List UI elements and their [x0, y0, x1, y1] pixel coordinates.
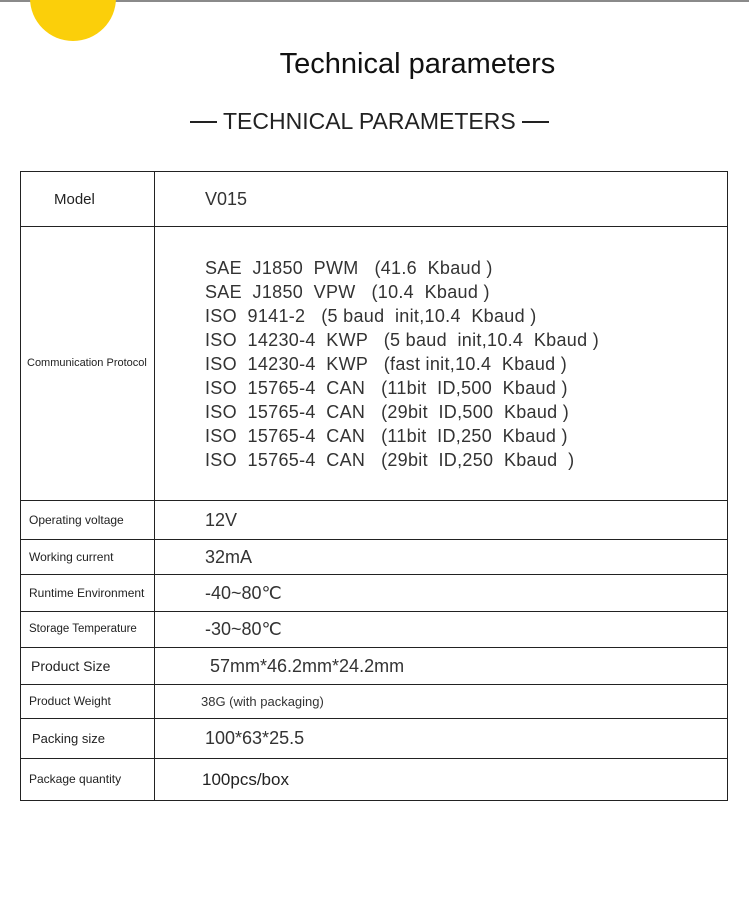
table-row [21, 759, 728, 801]
page-title: Technical parameters [279, 48, 556, 80]
subtitle-text: TECHNICAL PARAMETERS [223, 108, 516, 134]
spec-value: 12V [155, 501, 728, 540]
spec-label: Operating voltage [21, 501, 155, 540]
table-row [21, 685, 728, 719]
table-row [21, 719, 728, 759]
spec-label: Communication Protocol [21, 227, 155, 501]
protocol-item: SAE J1850 PWM (41.6 Kbaud ) [205, 257, 493, 278]
dash-right [522, 121, 549, 123]
protocol-item: ISO 15765-4 CAN (29bit ID,250 Kbaud ) [205, 449, 575, 470]
spec-label: Packing size [21, 719, 155, 759]
protocol-item: ISO 15765-4 CAN (29bit ID,500 Kbaud ) [205, 401, 570, 422]
spec-value: 100*63*25.5 [155, 719, 728, 759]
table-row [21, 227, 728, 501]
spec-label: Product Weight [21, 685, 155, 719]
section-subtitle [190, 108, 549, 135]
spec-value: -40~80℃ [155, 575, 728, 612]
spec-label: Runtime Environment [21, 575, 155, 612]
protocol-item: ISO 15765-4 CAN (11bit ID,250 Kbaud ) [205, 425, 568, 446]
table-row [21, 540, 728, 575]
protocol-item: SAE J1850 VPW (10.4 Kbaud ) [205, 281, 490, 302]
spec-value: 100pcs/box [155, 759, 728, 801]
spec-value: 32mA [155, 540, 728, 575]
brand-logo [30, 0, 116, 41]
table-row [21, 501, 728, 540]
protocol-item: ISO 14230-4 KWP (fast init,10.4 Kbaud ) [205, 353, 568, 374]
protocol-item: ISO 15765-4 CAN (11bit ID,500 Kbaud ) [205, 377, 568, 398]
protocol-item: ISO 9141-2 (5 baud init,10.4 Kbaud ) [205, 305, 537, 326]
spec-value: 38G (with packaging) [155, 685, 728, 719]
dash-left [190, 121, 217, 123]
spec-label: Package quantity [21, 759, 155, 801]
spec-label: Product Size [21, 648, 155, 685]
spec-label: Model [21, 172, 155, 227]
spec-label: Storage Temperature [21, 612, 155, 648]
protocol-list [155, 227, 728, 501]
table-row [21, 172, 728, 227]
table-row [21, 648, 728, 685]
protocol-item: ISO 14230-4 KWP (5 baud init,10.4 Kbaud ) [205, 329, 599, 350]
spec-value: -30~80℃ [155, 612, 728, 648]
spec-value: 57mm*46.2mm*24.2mm [155, 648, 728, 685]
spec-table [20, 171, 728, 801]
spec-label: Working current [21, 540, 155, 575]
spec-value: V015 [155, 172, 728, 227]
table-row [21, 612, 728, 648]
table-row [21, 575, 728, 612]
